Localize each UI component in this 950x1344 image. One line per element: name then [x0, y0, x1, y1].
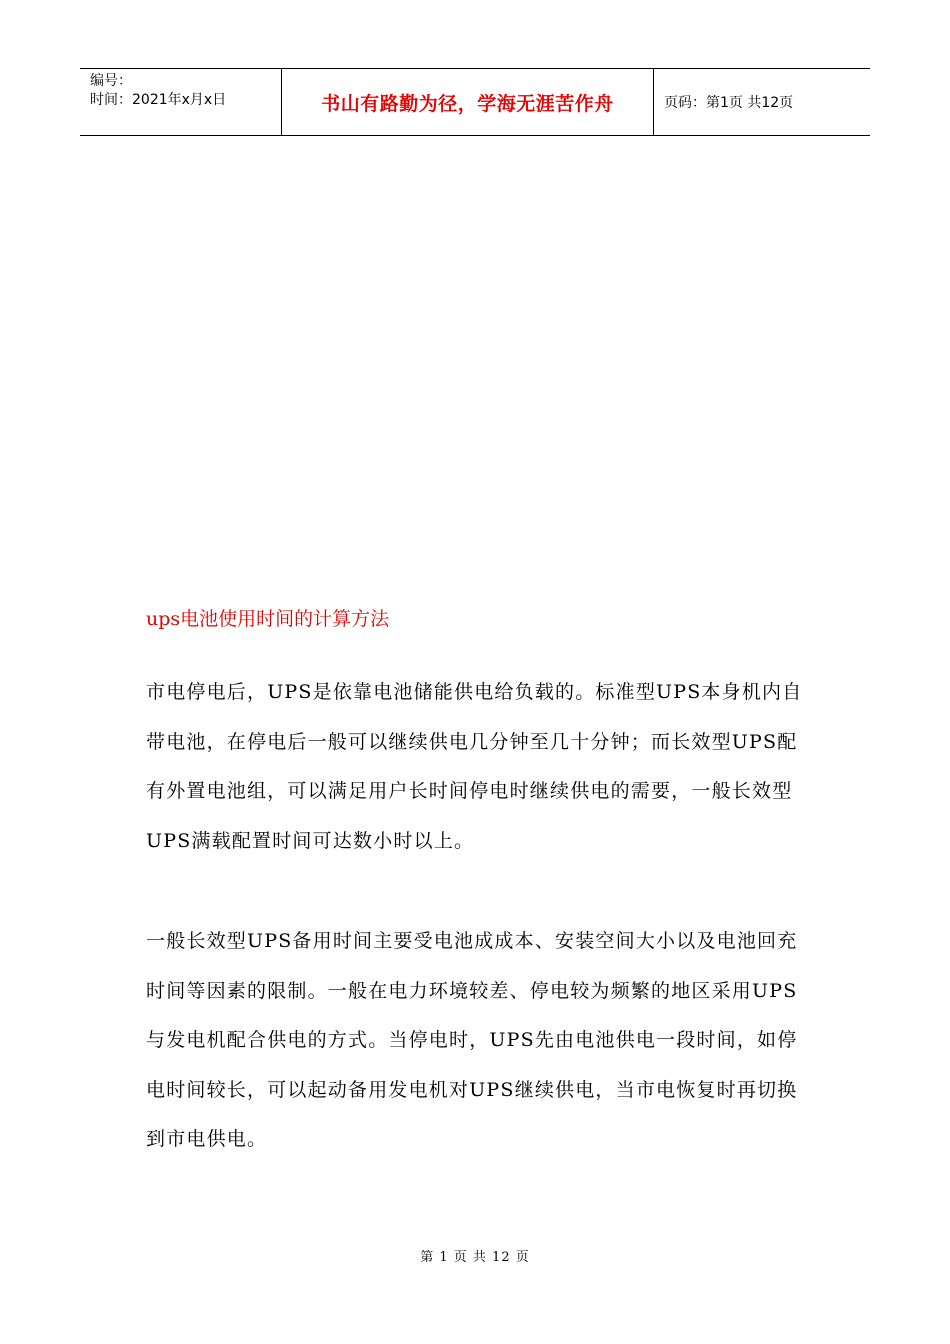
header-motto: 书山有路勤为径，学海无涯苦作舟	[282, 69, 654, 135]
header-page-info: 页码：第1页 共12页	[664, 95, 794, 111]
header-meta-cell	[80, 69, 282, 135]
page-footer: 第 1 页 共 12 页	[420, 1250, 530, 1265]
time-label: 时间：2021年x月x日	[90, 92, 227, 108]
document-title: ups电池使用时间的计算方法	[146, 608, 390, 630]
paragraph-1: 市电停电后，UPS是依靠电池储能供电给负载的。标准型UPS本身机内自带电池，在停电后一般可以继续供电几分钟至几十分钟；而长效型UPS配有外置电池组，可以满足用户长时间停电时继续供电的需要，一般长效型UPS满载配置时间可达数小时以上。	[146, 681, 803, 852]
number-label: 编号：	[90, 73, 132, 89]
paragraph-2: 一般长效型UPS备用时间主要受电池成成本、安装空间大小以及电池回充时间等因素的限制。一般在电力环境较差、停电较为频繁的地区采用UPS与发电机配合供电的方式。当停电时，UPS先由电池供电一段时间，如停电时间较长，可以起动备用发电机对UPS继续供电，当市电恢复时再切换到市电供电。	[146, 930, 798, 1150]
header-table	[80, 68, 870, 136]
